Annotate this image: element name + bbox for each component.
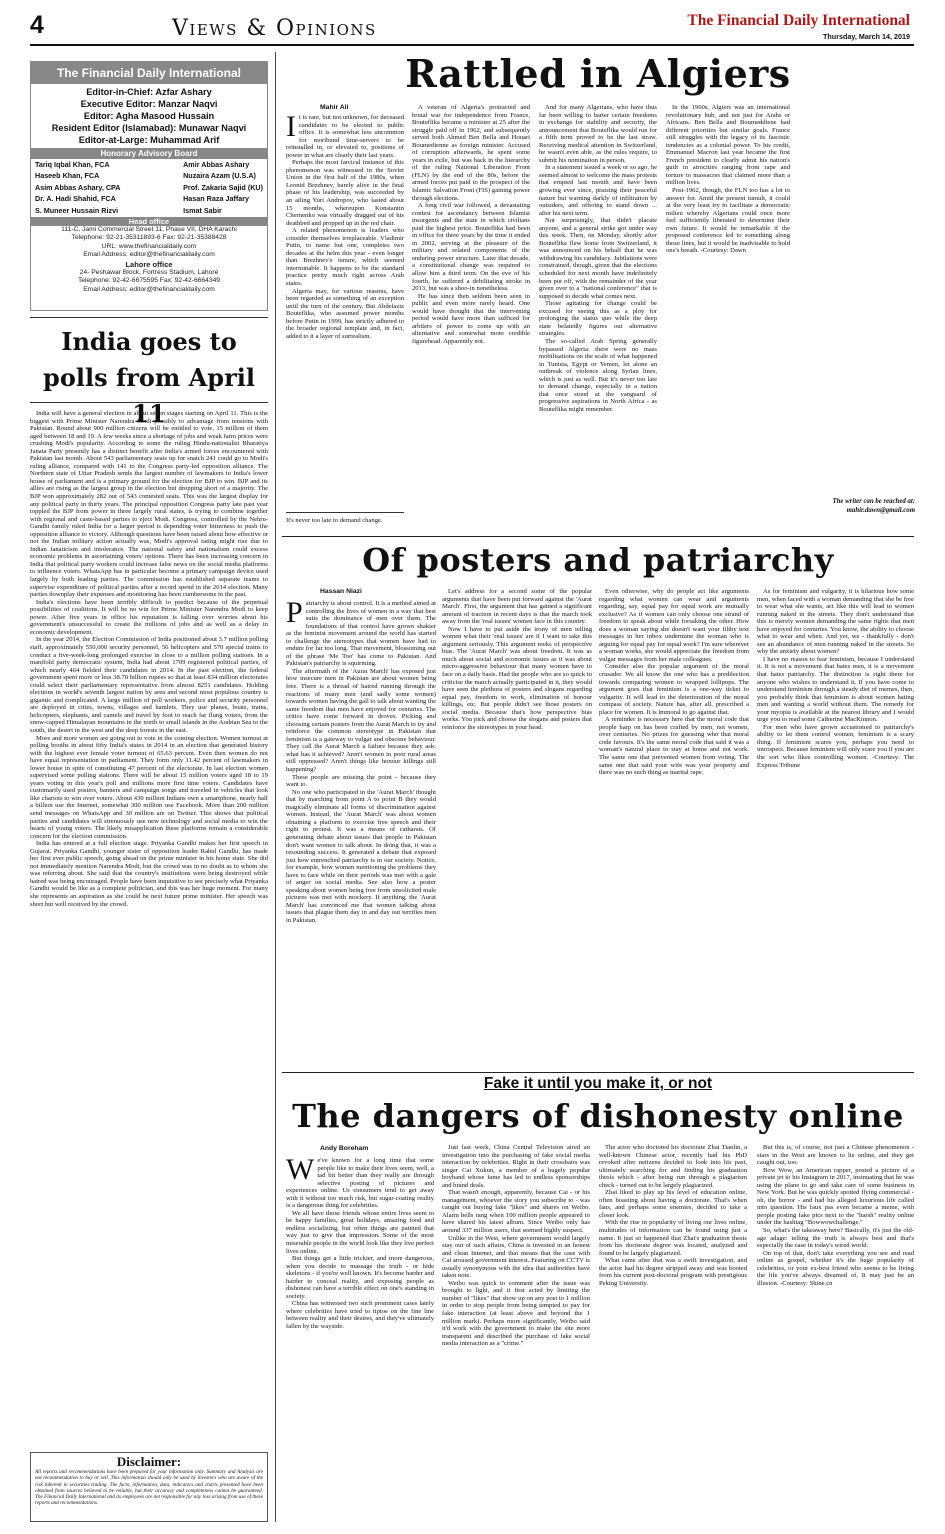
- disclaimer-box: [30, 1452, 268, 1522]
- board-member: Haseeb Khan, FCA: [35, 171, 100, 181]
- article2-col4: [757, 588, 914, 1064]
- article1-col3: [539, 104, 657, 534]
- article1-col2: [412, 104, 530, 534]
- editorial-paragraph: India has entered at a full election stage. Priyanka Gandhi makes her first speech in Gujarat. Priyanka Gandhi, younger sister of opposition leader Rahul Gandhi, has made her first ever public speech, going ahead on the prime minister in his home state. She did not immediately mention Narendra Modi, but the crowd was in no doubt as to whom she was referring about. She said that the country's institutions were being destroyed while hatred was being encouraged. People have been inquisitive to see precisely what Priyanka Gandhi would be like as a complete politician, and this was her huge moment. For many she represents an aspiration as she could be next future prime minister. Her speech was short but well received by the crowd.: [30, 840, 268, 908]
- article2-byline: Hassan Niazi: [320, 588, 362, 595]
- board-member: Amir Abbas Ashary: [183, 160, 250, 169]
- board-member: Ismat Sabir: [183, 205, 222, 215]
- article3-paragraph: Weibo was quick to comment after the issue was brought to light, and it first acted by limiting the number of "likes" that show up on any post to 1 million in order to stop people from being tempted to pay for fake interaction (at least above and beyond the 1 million mark). Perhaps more significantly, Weibo said it'd work with the government to make the site more transparent and described the purchase of fake social media interaction as a "crime.": [442, 1279, 590, 1348]
- article3-paragraph: We all have those friends whose entire lives seem to be happy families, great holidays, amazing food and endless socializing, but often things are painted that way just to give that impression. Some of the most miserable people in the world look like they live perfect lives online.: [286, 1209, 434, 1255]
- newspaper-name: The Financial Daily International: [687, 12, 910, 29]
- article3-paragraph: Unlike in the West, where government would largely stay out of such affairs, China is invested in an honest and clean Internet, and that means that the case with Cai aroused government interest. Featuring on CCTV is usually synonymous with the idea that authorities have taken note.: [442, 1234, 590, 1280]
- article1-paragraph: t is rare, but not unknown, for deceased candidates to be elected to public office. It is somewhat less uncommon for moribund time-servers to be reinstalled in, or elevated to, positions of power in what are clearly their last years.: [286, 114, 404, 159]
- article2-paragraph: Even otherwise, why do people act like arguments regarding what women can wear and arguments regarding, say, equal pay for equal work are mutually exclusive? As if women can only choose one strand of freedom to speak about while forsaking the other. How does a woman saying she doesn't want your filthy text messages in her inbox undermine the woman who is arguing for equal pay for equal work? I'm sure wherever a woman works, she would appreciate the freedom from vulgar messages from her male colleagues.: [599, 588, 749, 663]
- article3-col2: [442, 1144, 590, 1522]
- editor-line: Editor: Agha Masood Hussain: [83, 111, 215, 121]
- board-member: Asim Abbas Ashary, CPA: [35, 182, 121, 192]
- disclaimer-title: Disclaimer:: [116, 1454, 182, 1469]
- lahore-office-title: Lahore office: [125, 259, 173, 269]
- editor-line: Executive Editor: Manzar Naqvi: [80, 99, 218, 109]
- article2-paragraph: No one who participated in the 'Aurat March' thought that by marching from point A to point B they would magically eliminate all forms of discrimination against women. Instead, the 'Aurat March' was about women obtaining a platform to exercise free speech and their right to protest. It was a means of catharsis. Of generating debate about issues that people in Pakistan don't want women to talk about. In doing that, it was a resounding success. It generated a debate that exposed just how entrenched patriarchy is in our society. Notice, for example, how women mentioning the problems they have to face while on their periods was met with a gale of anger on social media. See also how a poster speaking about women being free from unsolicited male pictures was met with mockery. If anything, the 'Aurat March' has convinced me that women talking about issues that plague them day in and day out terrifies men in Pakistan.: [286, 788, 436, 924]
- article3-kicker: Fake it until you make it, or not: [483, 1075, 713, 1092]
- article2-paragraph: These people are missing the point - because they want to.: [286, 773, 436, 789]
- column-divider: [275, 52, 276, 1522]
- article3-paragraph: The actor who doctored his doctorate Zhai Tianlin, a well-known Chinese actor, recently had his PhD revoked after netizens decided to look into his past, ultimately searching for and finding his graduation thesis which - after being run through a plagiarism check - turned out to be largely plagiarized.: [599, 1144, 747, 1189]
- section-title: Views & Opinions: [172, 16, 377, 41]
- article2-headline: Of posters and patriarchy: [362, 541, 834, 579]
- article3-paragraph: But things get a little trickier, and more dangerous, when you decide to massage the truth - or hide skeletons - if you're well known. It's become harder and harder to conceal reality, and exposing people as dishonest can have a terrible effect on one's standing in society.: [286, 1255, 434, 1300]
- article1-paragraph: Algeria may, for various reasons, have been regarded as something of an exception until the turn of the century. But Abdelaziz Bouteflika, who assumed power months before Putin in 1999, has strictly adhered to the broader regional template and, in fact, added to it a layer of surrealism.: [286, 287, 404, 340]
- article1-footer: [760, 497, 915, 515]
- article3-paragraph: e've known for a long time that some people like to make their lives seem, well, a tad bit better than they really are through selective posting of pictures and experiences online. Us consumers tend to get away with it without too much risk, but sugar-coating reality is a dangerous thing for celebrities.: [286, 1157, 434, 1210]
- article1-col4: [666, 104, 790, 534]
- article3-paragraph: On top of that, don't take everything you see and read online as gospel, whether it's the huge popularity of celebrities, or your ex-best friend who seems to be living the life you've always dreamed of. It may just be an illusion. -Courtesy: Shine.cn: [757, 1249, 914, 1287]
- issue-date: Thursday, March 14, 2019: [823, 32, 910, 41]
- board-member: Dr. A. Hadi Shahid, FCA: [35, 194, 116, 204]
- editor-line: Editor-at-Large: Muhammad Arif: [78, 135, 220, 145]
- article1-paragraph: The so-called Arab Spring generally bypassed Algeria: there were no mass mobilisations on the scale of what happened in Tunisia, Egypt or Yemen, let alone an outbreak of violence along Syrian lines, which is just as well. But it's never too late to demand change, especially in a nation that once stood at the vanguard of progressive aspirations in North Africa - as Bouteflika might remember.: [539, 337, 657, 413]
- head-office-url: URL: www.thefinancialdaily.com: [101, 242, 197, 250]
- board-member: S. Muneer Hussain Rizvi: [35, 205, 119, 215]
- article1-headline: Rattled in Algiers: [405, 51, 791, 96]
- article3-headline: The dangers of dishonesty online: [292, 1097, 904, 1135]
- article2-paragraph: atriarchy is about control. It is a method aimed at controlling the lives of women in a way that best suits the dominance of men over them. The foundations of that control have grown shakier as the feminist movement around the world has started to challenge the stereotypes that women have had to endure for far too long. That movement, blossoming out of the phrase 'Me Too' has come to Pakistan. And Pakistan's patriarchy is squirming.: [286, 600, 436, 668]
- article2-dropcap: P: [286, 600, 303, 629]
- article3-byline: Andy Boreham: [320, 1145, 369, 1152]
- article-divider: [282, 536, 914, 537]
- article1-pullquote-text: It's never too late to demand change.: [286, 517, 383, 524]
- masthead-title: The Financial Daily International: [31, 62, 267, 84]
- article1-pullquote: [286, 512, 404, 525]
- article2-col1: [286, 600, 436, 1064]
- article1-paragraph: Those agitating for change could be excused for seeing this as a ploy for prolonging the status quo while the deep state belatedly figures out alternative strategies.: [539, 300, 657, 338]
- article2-col3: [599, 588, 749, 1064]
- article2-paragraph: As for feminism and vulgarity, it is hilarious how some men, when faced with a woman demanding that she be free to wear what she wants, act like this will lead to women running naked in the streets. They don't understand that this is merely women demanding the same rights that men have enjoyed for centuries. You know, the ability to choose what to wear and when. And yet, we - thankfully - don't see an abundance of men running naked in the streets. So why the anxiety about women?: [757, 588, 914, 656]
- article-divider: [282, 1072, 914, 1073]
- article1-paragraph: Post-1962, though, the FLN too has a lot to answer for. Amid the present tumult, it could at the very least try to facilitate a democratic milieu whereby Algerians could once more feel sufficiently liberated to determine their own future. It would be remarkable if the proposed conference led to something along those lines, but it would be inadvisable to hold one's breath. -Courtesy: Dawn: [666, 187, 790, 255]
- article1-paragraph: Perhaps the most farcical instance of this phenomenon was witnessed in the Soviet Union in the first half of the 1980s, when Leonid Brezhnev, barely alive in the final phase of his leadership, was succeeded by an ailing Yuri Andropov, who lasted about 15 months, whereupon Konstantin Chernenko was virtually dragged out of his deathbed and propped up in the red chair.: [286, 159, 404, 227]
- article1-paragraph: Not surprisingly, that didn't placate anyone, and a general strike got under way this week. Then, on Monday, shortly after Bouteflika flew home from Switzerland, it was announced on his behalf that he was withdrawing his candidacy. Jubilations were constrained, though, given that the elections scheduled for next month have indefinitely been put off, with the remainder of the year given over to a "national conference" that is supposed to decide what comes next.: [539, 217, 657, 300]
- editorial-body: [30, 410, 268, 1444]
- article1-dropcap: I: [286, 114, 296, 143]
- lahore-office-address: 24- Peshawar Block, Fortress Stadium, Lahore: [79, 269, 219, 277]
- article2-paragraph: Now I have to put aside the irony of men telling women what their 'real issues' are if I want to take this argument seriously. This argument reeks of perspective bias. The 'Aurat March' was about freedom. It was as much about social and economic issues as it was about micro-aggressive behaviour that many women have to face on a daily basis. Had the people who are so quick to criticise the march actually participated in it, they would have seen the plethora of posters and slogans regarding equal pay, freedom to work, elimination of honour killings, etc. But people didn't see those posters on social media. Because that's how perspective bias works. You pick and choose the slogans and posters that reinforce the stereotypes in your head.: [442, 625, 592, 731]
- editorial-paragraph: More and more women are going out to vote in the coming election. Women turnout at polling booths in about fifty India's states in 2014 in an election that generated history with the highest ever female voter turnout of 65.63 percent. Even then women do not have equal representation in parliament. They form only 11.42 percent of lawmakers in lower house in spite of constituting 47 percent of the electorate. In last election women supervised some polling stations. There will be about 15 million voters aged 18 to 19 years voting in this year's poll and millions more first time voters. Candidates have customarily used posters, banners and campaign songs and traveled in vehicles that look like chariots to win over voters. About 430 million Indians own a smartphone, nearly half a billion use the Internet, somewhat 300 million use Facebook. More than 200 million send messages on WhatsApp and 30 million are on Twitter. This shows that political parties and candidates will strenuously use new technology and social media to win the hearts of young voters. The likely misapplication these platforms remain a considerable concern for the election commission.: [30, 734, 268, 840]
- article2-paragraph: The aftermath of the 'Aurat March' has exposed just how insecure men in Pakistan are about women being free. There is a thread of hatred running through the reactions of many men (and sadly some women) towards women having the gall to talk about wanting the same freedom that men have enjoyed for centuries. The critics have come forward in droves. Picking and choosing certain posters from the Aurat March to try and reinforce the common stereotype in Pakistan that feminism is a gateway to vulgar and obscene behaviour. They call the Aurat March a failure because they ask: what has it achieved? Aren't women in poor rural areas still oppressed? Aren't things like honour killings still happening?: [286, 667, 436, 774]
- masthead-box: [30, 61, 268, 311]
- article2-col2: [442, 588, 592, 1064]
- article1-col1: [286, 114, 404, 514]
- article2-paragraph: For men who have grown accustomed to patriarchy's ability to let them control women, feminism is a scary thing. If feminism scares you, perhaps you need to introspect. Because feminism will only scare you if you are the sort who likes controlling women. -Courtesy: The Express Tribune: [757, 723, 914, 769]
- advisory-board-title: Honorary Advisory Board: [31, 148, 267, 159]
- editorial-paragraph: India's elections have been terribly difficult to predict because of the perpetual possibilities of coalitions. It will be no win for Prime Minister Narendra Modi to keep power. After five years in office his reputation is falling over worries about his government's unsuccessful to create the millions of jobs and as well as a delay in economic development.: [30, 598, 268, 636]
- article2-paragraph: Consider also the popular argument of the moral crusader. We all know the one who has a predilection towards comparing women to wrapped lollipops. The argument goes that feminism is a one-way ticket to vulgarity. It will lead to the deterioration of the moral compass of society. Nature has, after all, prescribed a place for women. It is immoral to go against that.: [599, 663, 749, 716]
- article1-footer-label: The writer can be reached at:: [832, 498, 915, 505]
- article3-paragraph: That wasn't enough, apparently, because Cai - or his management, whoever the story you subscribe to - was caught out buying fake "likes" and shares on Weibo. Alarm bells rang when 100 million people appeared to have shared his latest album. Since Weibo only has around 337 million users, that seemed highly suspect.: [442, 1189, 590, 1235]
- editorial-headline: India goes to polls from April 11: [43, 327, 255, 428]
- lahore-office-phone: Telephone: 92-42-6675595 Fax: 92-42-6664349: [77, 277, 221, 285]
- board-member: Prof. Zakaria Sajid (KU): [183, 182, 263, 192]
- editorial-paragraph: In the year 2014, the Election Commission of India positioned about 3.7 million polling staff, approximately 550,000 security personnel, 56 helicopters and 570 special trains to conduct a five-week-long prolonged exercise in close to a million polling stations. In a manifold party democratic system, India had about 1709 registered political parties, of which nearly 464 fielded their candidates in 2014. In the past election, the federal government spent more or less 38.70 billion rupees so that at least 834 million electorates could select their parliamentary representative from almost 8251 candidates. Holding elections in world's seventh largest nation by area and second most populous country is gigantic and complicated. A large million of poll workers, police and security personnel are deployed in cities, towns, villages and hamlets. They use planes, boats, trains, helicopters, elephants, and camels and travel by foot to reach far flung voters, from the snow-capped Himalayan mountains in the north to small islands in the Arabian Sea to the south, the desert in the west and the deep forests in the east.: [30, 636, 268, 734]
- disclaimer-text: All reports and recommendations have been prepared for your information only. Summary and Analysis are not recommendation to buy or sell. This information should only be used by investors who are aware of the risk inherent in securities trading. The facts, information, data, indicators and charts presented have been obtained from sources believed to be reliable, but their accuracy and completeness cannot be guaranteed. The Financial Daily International and its employees are not responsible for any loss arising from use of these reports and recommendations.: [35, 1469, 263, 1507]
- board-member: Nuzaira Azam (U.S.A): [183, 171, 256, 181]
- article2-paragraph: I have no reason to fear feminism, because I understand it. It is not a movement that hates men, it is a movement that hates patriarchy. The distinction is right there for anyone who wishes to understand it. If you have come to understand feminism through a steady diet of memes, then, you probably think that feminism is about women hating men and wanting a world without them. The remedy for your myopia is available at the nearest library and I would urge you to read some Catherine MacKinnon.: [757, 655, 914, 724]
- article3-paragraph: Bow Wow, an American rapper, posted a picture of a private jet to his Instagram in 2017, insinuating that he was using the plane to go and take care of some business in New York. But he was quickly spotted flying commercial - oh, the horror - and had his alleged luxurious life called into question. His faux pas even became a meme, with people posting fake pics next to the "harsh" reality online under the hashtag "Bowwowchallenge.": [757, 1166, 914, 1227]
- board-member: Hasan Raza Jaffary: [183, 194, 250, 204]
- page-number: 4: [30, 11, 44, 39]
- article1-paragraph: In the 1960s, Algiers was an international revolutionary hub, and not just for Arabs or Africans. Ben Bella and Boumeddiene had different priorities but similar goals. France still struggles with the legacy of its fascistic tendencies as a colonial power. To his credit, Emmanuel Macron last year became the first French president to clearly admit his nation's guilt in atrocities ranging from rape and torture to massacres that claimed more than a million lives.: [666, 104, 790, 187]
- article3-paragraph: Just last week, China Central Television aired an investigation into the purchasing of fake social media interaction by celebrities. Right in their crosshairs was singer Cai Xukun, a member of a hugely popular boyband whose fame has led to endless sponsorships and brand deals.: [442, 1144, 590, 1189]
- header-rule: [30, 44, 914, 46]
- article1-paragraph: In a statement issued a week or so ago, he seemed almost to welcome the mass protests that erupted last month and have been growing ever since, praising their peaceful nature but warning darkly of infiltration by outsiders, and offering to stand down ... after his next term.: [539, 164, 657, 217]
- article3-paragraph: But this is, of course, not just a Chinese phenomenon - stars in the West are known to lie online, and they get caught out, too.: [757, 1144, 914, 1167]
- article1-paragraph: And for many Algerians, who have thus far been willing to barter certain freedoms in exchange for stability and security, the announcement that Bouteflika would run for a fifth term proved to be the last straw. Receiving medical attention in Switzerland, he wasn't even able, as the rules require, to submit his nomination in person.: [539, 104, 657, 164]
- editorial-headline-box: [30, 317, 268, 428]
- article1-paragraph: A related phenomenon is leaders who consider themselves irreplaceable. Vladimir Putin, to name but one, completes two decades at the helm this year - even longer than Brezhnev's tenure, which seemed interminable. It happens to be the standard practice pretty much right across Arab states.: [286, 227, 404, 288]
- article3-col1: [286, 1157, 434, 1522]
- article3-paragraph: So, what's the takeaway here? Basically, it's just the old-age adage: telling the truth is always best and that's especially the case in today's wired world.: [757, 1227, 914, 1250]
- lahore-office-email: Email Address: editor@thefinancialdaily.com: [83, 285, 215, 293]
- head-office-email: Email Address: editor@thefinancialdaily.com: [83, 251, 215, 259]
- article3-col4: [757, 1144, 914, 1522]
- article1-paragraph: He has since then seldom been seen in public and even more rarely heard. One would have thought that the intervening period would have more than sufficed for arbiters of power to come up with an alternative and somewhat more credible figurehead. Apparently not.: [412, 292, 530, 345]
- article2-paragraph: Let's address for a second some of the popular arguments that have been put forward against the 'Aurat March'. First, the argument that has gained a significant amount of traction in recent days is that the march took away from the 'real issues' women face in this country.: [442, 588, 592, 626]
- article3-dropcap: W: [286, 1157, 315, 1186]
- board-member: Tariq Iqbal Khan, FCA: [35, 160, 110, 169]
- article3-col3: [599, 1144, 747, 1522]
- article3-paragraph: What came after that was a swift investigation, and the actor had his degree stripped away and was booted from his current post-doctoral program with prestigious Peking University.: [599, 1257, 747, 1287]
- head-office-address: 111-C, Jami Commercial Street 11, Phase VII, DHA Karachi: [61, 226, 237, 234]
- article1-footer-email: mahir.dawn@gmail.com: [846, 507, 915, 514]
- editor-line: Resident Editor (Islamabad): Munawar Naqvi: [51, 123, 247, 133]
- article3-paragraph: Zhai liked to play up his level of education online, often boasting about having a doctorate. That's when fans, and perhaps some enemies, decided to take a closer look.: [599, 1189, 747, 1219]
- article2-paragraph: A reminder is necessary here that the moral code that people harp on has been crafted by men, not women, over centuries. No prizes for guessing who that moral code favours. It's the same moral code that said it was a woman's natural place to stay at home and not work. The same one that prevented women from voting. The same one that said your wife was your property and there was no such thing as marital rape.: [599, 716, 749, 777]
- head-office-phone: Telephone: 92-21-35311893-6 Fax: 92-21-35388428: [71, 234, 227, 242]
- article1-paragraph: A veteran of Algeria's protracted and brutal war for independence from France, Bouteflika became a minister at 25 after the struggle paid off in 1962, and subsequently served both Ahmed Ben Bella and Houari Boumedienne as foreign minister. Accused of corruption afterwards, he spent some years in exile, but was back in the hierarchy of the ruling National Liberation Front (FLN) by the end of the 80s, before the armed forces put paid to the prospect of the Islamic Salvation Front (FIS) gaining power through elections.: [412, 104, 530, 202]
- editorial-paragraph: India will have a general election in about seven stages starting on April 11. This is the biggest with Prime Minister Narendra Modi possibly to advantage from tensions with Pakistan. Round about 900 million citizens will be entitled to vote, 15 million of them aged between 18 and 19. A few weeks since a shortage of jobs and weak farm prices were crushing Modi's popularity. According to some the ruling Hindu-nationalist Bharatiya Janata Party presently has a distinct benefit after India's armed forces encountered with Pakistan last month. About 543 parliamentary seats up for snatch 241 could go to Modi's ruling alliance, compared with 141 to the Congress party-led opposition alliance. The Northern state of Uttar Pradesh sends the largest number of lawmakers to India's lower house of parliament and is a primary ground for the election for BJP to win. BJP and its allies are rising as the largest group in the election but dropping short of a majority. The BJP won approximately 282 out of 543 contested seats. This was the largest display for any political party in thirty years. The principal opposition Congress party late past year toppled the BJP from power in three largely rural states, is trying to combine together with regional and caste-based parties to eject Modi. Congress, controlled by the Nehru-Gandhi family ruled India for a larger period is depending voter bitterness to push the opposition alliance to victory. Although questions have been raised about how effective or not the Indian military action actually was, Modi's approval rating might rise due to Indian fanaticism and intolerance. The national safety and nationalism could excess economic problems in ascertaining voters' options. There has been increasing concern in India that political party workers could increase false news on the social media platforms to influence voters. WhatsApp has in particular become a primary campaign device used largely by both leading parties. The commission has established separate teams to supervise expenditure of political parties after a record spend in the 2014 election. Many parties downplay their expenses and monitoring has been cumbersome in the past.: [30, 410, 268, 599]
- editor-line: Editor-in-Chief: Azfar Ashary: [86, 87, 212, 97]
- article3-paragraph: With the rise in popularity of living our lives online, multitudes of information can be found using just a name. It just so happened that Zhai's graduation thesis from his doctorate degree was located, analyzed and found to be largely plagiarized.: [599, 1219, 747, 1257]
- article3-paragraph: China has witnessed two such prominent cases lately where celebrities have tried to tiptoe on the fine line between reality and their desires, and they've ultimately fallen by the wayside.: [286, 1300, 434, 1331]
- head-office-title: Head office: [31, 217, 267, 226]
- article1-paragraph: A long civil war followed, a devastating contest for ascendancy between Islamist insurgents and the state in which civilians paid the highest price. Bouteflika had been in office for three years by the time it ended in 2002, serving at the pleasure of the military and related components of the enduring power structure. Later that decade, a constitutional change was required to allow him a third term. On the eve of his fourth, he suffered a debilitating stroke in 2013, but was a shoo-in nonetheless.: [412, 202, 530, 293]
- article1-byline: Mahir Ali: [320, 104, 349, 111]
